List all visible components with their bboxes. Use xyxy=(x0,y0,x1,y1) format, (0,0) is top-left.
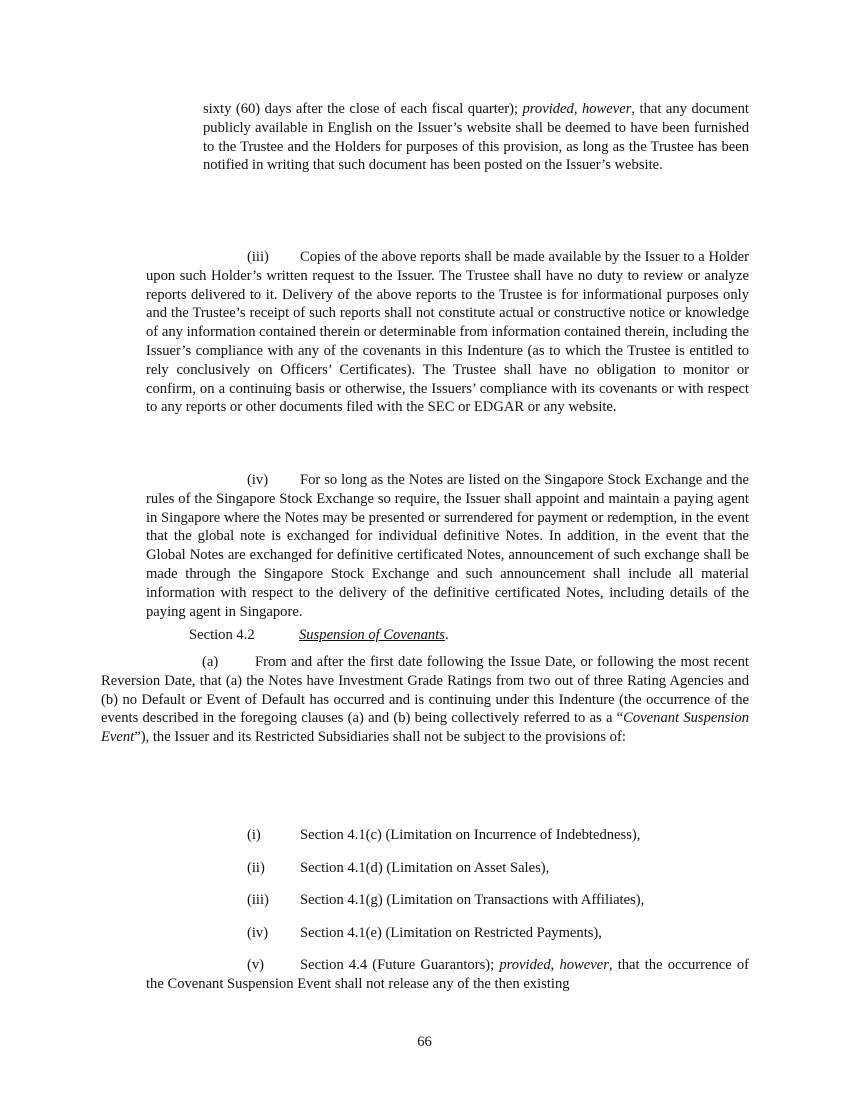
section-title-period: . xyxy=(444,627,449,643)
list-item xyxy=(247,826,640,844)
text-segment: , that the occurrence of the Covenant Suspension Event shall not release any of the then existing xyxy=(146,957,750,992)
section-number: Section 4.2 xyxy=(189,627,255,643)
section-title: Suspension of Covenants xyxy=(299,627,445,643)
paragraph-iii xyxy=(146,248,749,417)
clause-marker: (iv) xyxy=(247,472,269,488)
text-segment: From and after the first date following the Issue Date, or following the most recent Reversion Date, that (a) the Notes have Investment Grade Ratings from two out of three Rating Agencies and (b) no Default or Event of Default has occurred and is continuing under this Indenture (the occurrence of the events described in the foregoing clauses (a) and (b) being collectively referred to as a “ xyxy=(101,654,749,727)
text-segment: , xyxy=(573,101,582,117)
paragraph-reporting-deadline xyxy=(203,100,749,175)
list-item xyxy=(247,891,644,909)
defined-term: Covenant Suspension Event xyxy=(101,710,749,746)
paragraph-text: For so long as the Notes are listed on the Singapore Stock Exchange and the rules of the Singapore Stock Exchange so require, the Issuer shall appoint and maintain a paying agent in Singapore where the Notes may be presented or surrendered for payment or redemption, in the event that the global note is exchanged for individual definitive Notes. In addition, in the event that the Global Notes are exchanged for definitive certificated Notes, announcement of such exchange shall be made through the Singapore Stock Exchange and such announcement shall include all material information with respect to the delivery of the definitive certificated Notes, including details of the paying agent in Singapore. xyxy=(146,472,749,620)
italic-provided: provided xyxy=(499,957,551,973)
list-marker: (iii) xyxy=(247,892,269,908)
text-segment: sixty (60) days after the close of each fiscal quarter); xyxy=(203,101,523,117)
list-text: Section 4.1(d) (Limitation on Asset Sales), xyxy=(300,860,550,876)
text-segment: , xyxy=(550,957,560,973)
text-segment: Section 4.4 (Future Guarantors); xyxy=(300,957,500,973)
clause-marker: (iii) xyxy=(247,249,269,265)
section-heading xyxy=(189,626,449,644)
paragraph-iv xyxy=(146,471,749,621)
paragraph-v xyxy=(146,956,749,994)
italic-provided: provided xyxy=(522,101,574,117)
text-segment: ”), the Issuer and its Restricted Subsidiaries shall not be subject to the provisions of: xyxy=(134,729,626,746)
list-marker: (iv) xyxy=(247,925,269,941)
italic-however: however xyxy=(581,101,632,117)
list-item xyxy=(247,859,549,877)
text-segment: , that any document publicly available in English on the Issuer’s website shall be deemed to have been furnished to the Trustee and the Holders for purposes of this provision, as long as the Trustee has been notified in writing that such document has been posted on the Issuer’s website. xyxy=(203,101,749,174)
paragraph-a xyxy=(101,653,749,747)
clause-marker: (v) xyxy=(247,957,265,973)
list-text: Section 4.1(e) (Limitation on Restricted Payments), xyxy=(300,925,602,941)
list-text: Section 4.1(c) (Limitation on Incurrence of Indebtedness), xyxy=(300,827,641,843)
italic-however: however xyxy=(559,957,609,973)
list-text: Section 4.1(g) (Limitation on Transactions with Affiliates), xyxy=(300,892,645,908)
list-item xyxy=(247,924,602,942)
list-marker: (i) xyxy=(247,827,261,843)
page-number: 66 xyxy=(417,1034,432,1050)
paragraph-text: Copies of the above reports shall be made available by the Issuer to a Holder upon such Holder’s written request to the Issuer. The Trustee shall have no duty to review or analyze reports delivered to it. Delivery of the above reports to the Trustee is for informational purposes only and the Trustee’s receipt of such reports shall not constitute actual or constructive notice or knowledge of any information contained therein or determinable from information contained therein, including the Issuer’s compliance with any of the covenants in this Indenture (as to which the Trustee is entitled to rely conclusively on Officers’ Certificates). The Trustee shall have no obligation to monitor or confirm, on a continuing basis or otherwise, the Issuers’ compliance with its covenants or with respect to any reports or other documents filed with the SEC or EDGAR or any website. xyxy=(146,249,749,416)
clause-marker: (a) xyxy=(202,654,219,670)
list-marker: (ii) xyxy=(247,860,265,876)
